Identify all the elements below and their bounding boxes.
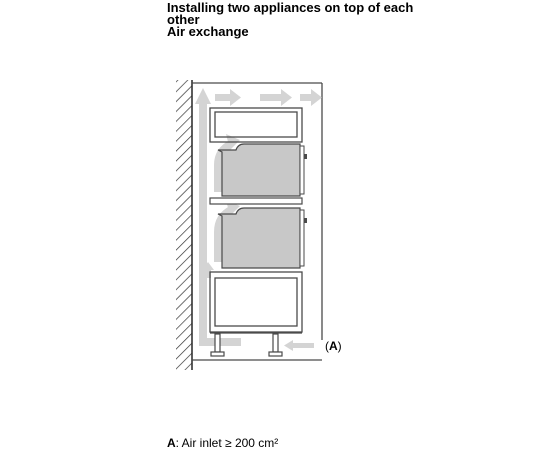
upper-appliance-door (300, 146, 304, 194)
base-cabinet (210, 272, 302, 333)
foot-left-pad (211, 352, 224, 356)
wall-hatching (176, 80, 192, 370)
air-inlet-arrow (292, 343, 314, 348)
air-arrow-top-1-head (230, 89, 241, 106)
lower-appliance (218, 208, 307, 268)
lower-appliance-body (218, 208, 300, 268)
foot-right-pad (269, 352, 282, 356)
wall (176, 80, 192, 370)
callout-letter: A (329, 339, 338, 353)
base-cabinet-inner (215, 278, 297, 326)
lower-appliance-door (300, 210, 304, 266)
upper-appliance-handle (304, 154, 307, 159)
legend-key: A (167, 436, 176, 450)
top-cabinet-inner (215, 112, 297, 137)
title-line-2: other (167, 12, 200, 27)
upper-appliance (218, 144, 307, 196)
legend-text: : Air inlet ≥ 200 cm² (175, 436, 279, 450)
upper-appliance-body (218, 144, 300, 196)
top-cabinet (210, 108, 302, 142)
legend (167, 437, 278, 450)
lower-appliance-handle (304, 218, 307, 223)
middle-shelf (210, 198, 302, 204)
air-arrow-top-1 (215, 94, 231, 101)
title-line-3: Air exchange (167, 24, 249, 39)
air-arrow-top-2 (260, 94, 282, 101)
air-arrow-top-2-head (281, 89, 292, 106)
base-cabinet-outer (210, 272, 302, 332)
callout-close-paren: ) (337, 339, 342, 353)
air-inlet-arrow-head (284, 340, 293, 351)
callout-open-paren: ( (325, 339, 329, 353)
air-arrow-rear-channel (199, 100, 207, 342)
air-inlet-callout (325, 339, 342, 353)
title-line-1: Installing two appliances on top of each (167, 0, 414, 15)
air-arrow-top-3 (300, 94, 312, 101)
foot-left-leg (215, 334, 220, 352)
air-arrow-top-3-head (311, 89, 322, 106)
air-arrow-rear-up-head (195, 88, 211, 104)
foot-right-leg (273, 334, 278, 352)
